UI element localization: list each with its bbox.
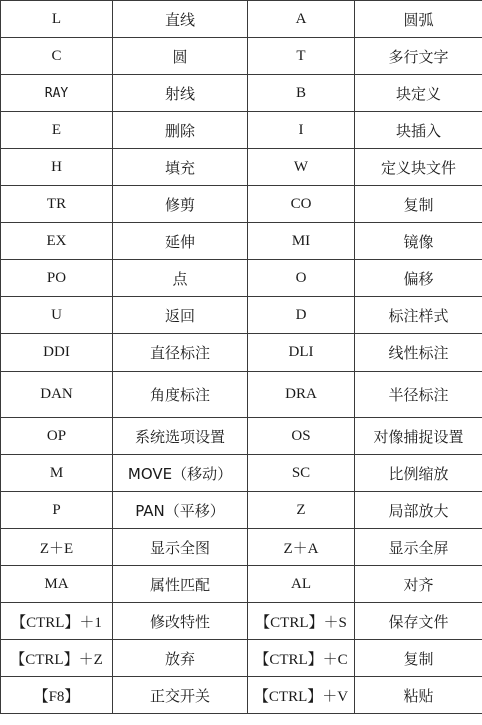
command-cell-left: L: [1, 1, 113, 38]
command-cell-left: H: [1, 149, 113, 186]
command-cell-right: SC: [248, 455, 355, 492]
description-cell-right: 定义块文件: [355, 149, 482, 186]
command-cell-left: C: [1, 38, 113, 75]
table-row: [1, 640, 482, 677]
command-cell-left: DDI: [1, 334, 113, 372]
table-row: [1, 223, 482, 260]
description-cell-left: 系统选项设置: [113, 418, 248, 455]
table-row: [1, 260, 482, 297]
table-row: [1, 677, 482, 714]
command-cell-right: W: [248, 149, 355, 186]
description-cell-right: 局部放大: [355, 492, 482, 529]
table-row: [1, 455, 482, 492]
description-cell-right: 多行文字: [355, 38, 482, 75]
description-cell-left: 返回: [113, 297, 248, 334]
command-cell-left: 【CTRL】＋1: [1, 603, 113, 640]
command-cell-left: M: [1, 455, 113, 492]
table-row: [1, 492, 482, 529]
command-cell-left: E: [1, 112, 113, 149]
description-cell-left: 删除: [113, 112, 248, 149]
command-cell-right: AL: [248, 566, 355, 603]
command-cell-right: CO: [248, 186, 355, 223]
table-row: [1, 1, 482, 38]
command-cell-right: B: [248, 75, 355, 112]
description-cell-left: 圆: [113, 38, 248, 75]
description-cell-left: 角度标注: [113, 372, 248, 418]
description-cell-left: 修改特性: [113, 603, 248, 640]
description-cell-right: 半径标注: [355, 372, 482, 418]
command-cell-left: 【CTRL】＋Z: [1, 640, 113, 677]
command-cell-left: P: [1, 492, 113, 529]
command-cell-left: OP: [1, 418, 113, 455]
table-row: [1, 75, 482, 112]
table-row: [1, 603, 482, 640]
description-cell-left: 延伸: [113, 223, 248, 260]
command-cell-right: OS: [248, 418, 355, 455]
table-row: [1, 149, 482, 186]
table-body: [1, 1, 482, 714]
description-cell-right: 块插入: [355, 112, 482, 149]
command-cell-left: U: [1, 297, 113, 334]
command-cell-left: DAN: [1, 372, 113, 418]
description-cell-right: 圆弧: [355, 1, 482, 38]
description-cell-left: 正交开关: [113, 677, 248, 714]
command-cell-left: RAY: [1, 75, 113, 112]
table-row: [1, 38, 482, 75]
description-cell-left: 显示全图: [113, 529, 248, 566]
description-cell-right: 对像捕捉设置: [355, 418, 482, 455]
description-cell-right: 对齐: [355, 566, 482, 603]
command-cell-left: MA: [1, 566, 113, 603]
table-row: [1, 112, 482, 149]
command-cell-left: EX: [1, 223, 113, 260]
description-cell-right: 比例缩放: [355, 455, 482, 492]
description-cell-right: 复制: [355, 186, 482, 223]
command-cell-right: D: [248, 297, 355, 334]
command-cell-right: 【CTRL】＋S: [248, 603, 355, 640]
description-cell-left: 放弃: [113, 640, 248, 677]
description-cell-left: 填充: [113, 149, 248, 186]
description-cell-right: 标注样式: [355, 297, 482, 334]
description-cell-right: 保存文件: [355, 603, 482, 640]
description-cell-right: 粘贴: [355, 677, 482, 714]
command-cell-left: PO: [1, 260, 113, 297]
description-cell-left: 直径标注: [113, 334, 248, 372]
description-cell-right: 显示全屏: [355, 529, 482, 566]
description-cell-left: 点: [113, 260, 248, 297]
command-cell-right: O: [248, 260, 355, 297]
command-cell-right: I: [248, 112, 355, 149]
command-cell-right: T: [248, 38, 355, 75]
description-cell-left: 修剪: [113, 186, 248, 223]
description-cell-right: 复制: [355, 640, 482, 677]
description-cell-left: 属性匹配: [113, 566, 248, 603]
table-row: [1, 297, 482, 334]
command-cell-right: Z: [248, 492, 355, 529]
description-cell-right: 线性标注: [355, 334, 482, 372]
command-cell-right: DLI: [248, 334, 355, 372]
command-cell-right: DRA: [248, 372, 355, 418]
command-cell-right: Z＋A: [248, 529, 355, 566]
command-cell-left: TR: [1, 186, 113, 223]
description-cell-left: 直线: [113, 1, 248, 38]
table-row: [1, 529, 482, 566]
table-row: [1, 566, 482, 603]
description-cell-right: 镜像: [355, 223, 482, 260]
description-cell-left: PAN（平移）: [113, 492, 248, 529]
description-cell-left: 射线: [113, 75, 248, 112]
table-row: [1, 372, 482, 418]
command-cell-right: 【CTRL】＋C: [248, 640, 355, 677]
command-cell-left: Z＋E: [1, 529, 113, 566]
command-cell-right: A: [248, 1, 355, 38]
command-cell-right: 【CTRL】＋V: [248, 677, 355, 714]
description-cell-right: 块定义: [355, 75, 482, 112]
description-cell-right: 偏移: [355, 260, 482, 297]
table-row: [1, 418, 482, 455]
command-cell-right: MI: [248, 223, 355, 260]
table-row: [1, 186, 482, 223]
table-row: [1, 334, 482, 372]
command-cell-left: 【F8】: [1, 677, 113, 714]
description-cell-left: MOVE（移动）: [113, 455, 248, 492]
